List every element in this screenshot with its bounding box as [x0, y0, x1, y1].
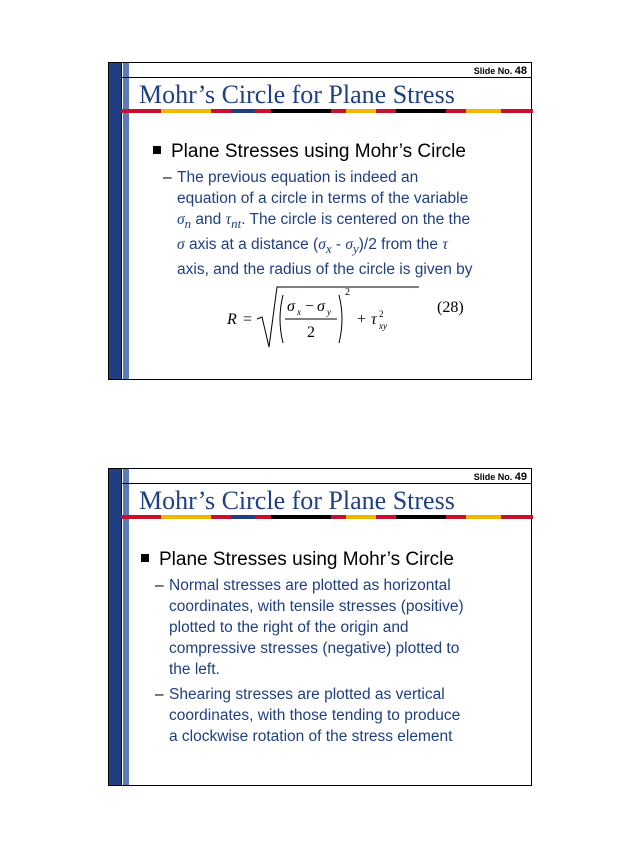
text-line: equation of a circle in terms of the variable: [177, 190, 469, 207]
sub-item: [155, 684, 521, 747]
text-line: [177, 209, 521, 234]
tau-symbol: τ: [225, 211, 232, 228]
sub-item-text: [169, 575, 521, 680]
slide-content: [153, 141, 521, 280]
slide-number-value: 49: [514, 471, 527, 483]
slide-number-value: 48: [514, 65, 527, 77]
formula-tau: τ: [371, 311, 377, 328]
formula-square: 2: [345, 287, 350, 298]
text-line: axis, and the radius of the circle is given by: [177, 261, 473, 279]
text-and: and: [191, 211, 226, 228]
sub-item: [155, 575, 521, 680]
text-line: Shearing stresses are plotted as vertical: [169, 686, 445, 703]
bullet-text: Plane Stresses using Mohr’s Circle: [171, 141, 466, 162]
top-rule: [121, 77, 531, 78]
formula-plus: +: [357, 311, 367, 328]
sigma-symbol: σ: [318, 236, 326, 254]
formula-denominator: 2: [307, 324, 315, 341]
text-line: plotted to the right of the origin and: [169, 619, 409, 636]
subscript-nt: nt: [231, 216, 242, 232]
formula-sub-xy: xy: [379, 321, 387, 331]
slide-title: Mohr’s Circle for Plane Stress: [139, 80, 455, 109]
sigma-symbol: σ: [345, 236, 354, 254]
subscript-x: x: [325, 241, 332, 257]
square-bullet-icon: [153, 146, 161, 154]
formula-R: R: [227, 311, 237, 328]
sub-item-text: [177, 167, 521, 280]
sub-item-text: [169, 684, 521, 747]
subscript-n: n: [184, 216, 192, 232]
formula-equals: =: [243, 311, 253, 328]
text-line: [177, 234, 521, 259]
text-line: coordinates, with tensile stresses (positive): [169, 598, 464, 615]
formula-tau-square: 2: [379, 309, 384, 319]
slide-number: [474, 471, 527, 483]
sqrt-sign: [257, 287, 419, 347]
formula-sub-x: x: [297, 307, 301, 317]
text-axis-distance: axis at a distance (: [188, 236, 319, 254]
square-bullet-icon: [141, 554, 149, 562]
text-centered: . The circle is centered on the the: [241, 211, 471, 228]
dash-bullet: –: [155, 577, 164, 594]
title-stripe: [121, 109, 533, 113]
formula-sigma-x: σ: [287, 298, 295, 315]
slide-content: [141, 549, 521, 747]
radius-formula: [219, 281, 479, 353]
text-over-two: )/2 from the: [358, 236, 443, 254]
left-paren: [280, 295, 283, 343]
top-rule: [121, 483, 531, 484]
bullet-item: [153, 141, 521, 163]
sigma-symbol: σ: [177, 211, 185, 228]
text-line: a clockwise rotation of the stress element: [169, 728, 453, 745]
dash-bullet: –: [163, 169, 172, 186]
bullet-item: [141, 549, 521, 571]
slide-number: [474, 65, 527, 77]
text-minus: -: [331, 236, 346, 254]
slide-number-label: Slide No.: [473, 472, 513, 482]
text-line: The previous equation is indeed an: [177, 169, 419, 186]
text-line: the left.: [169, 661, 220, 678]
bullet-text: Plane Stresses using Mohr’s Circle: [159, 549, 454, 570]
sigma-symbol: σ: [177, 236, 185, 254]
formula-sigma-y: σ: [317, 298, 325, 315]
tau-symbol: τ: [442, 236, 448, 254]
formula-minus: −: [305, 298, 315, 315]
slide-48: [108, 62, 532, 380]
slide-49: [108, 468, 532, 786]
dash-bullet: –: [155, 686, 164, 703]
text-line: compressive stresses (negative) plotted to: [169, 640, 460, 657]
equation-number: (28): [437, 299, 464, 316]
right-paren: [339, 295, 342, 343]
text-line: coordinates, with those tending to produce: [169, 707, 461, 724]
slide-title: Mohr’s Circle for Plane Stress: [139, 486, 455, 515]
text-line: Normal stresses are plotted as horizontal: [169, 577, 451, 594]
formula-sub-y: y: [327, 307, 331, 317]
slide-number-label: Slide No.: [473, 66, 513, 76]
sub-item: [163, 167, 521, 280]
subscript-y: y: [353, 241, 359, 257]
title-stripe: [121, 515, 533, 519]
